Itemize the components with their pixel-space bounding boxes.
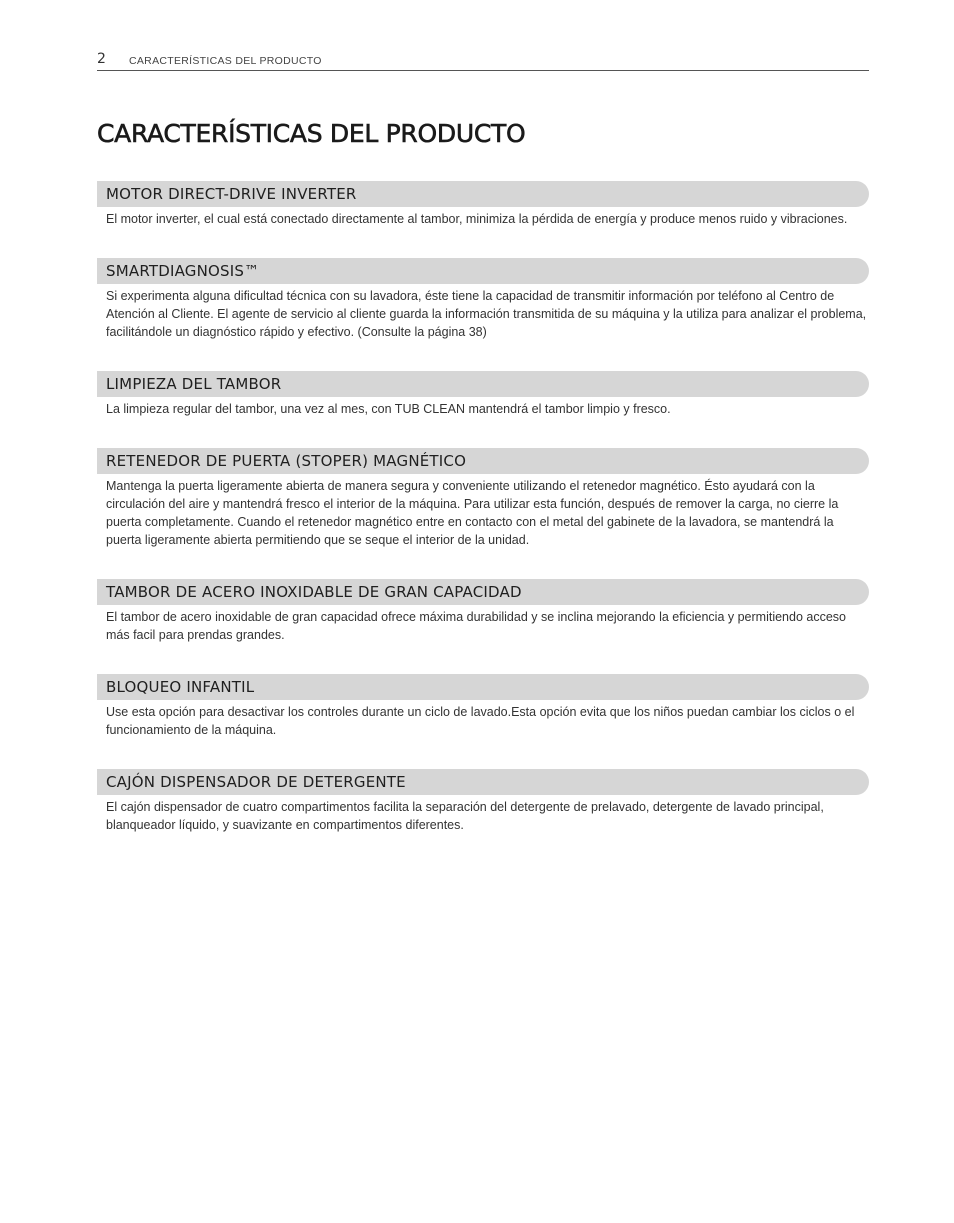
section-heading-bar <box>97 579 869 605</box>
page-title: CARACTERÍSTICAS DEL PRODUCTO <box>97 119 526 148</box>
section-body: La limpieza regular del tambor, una vez al mes, con TUB CLEAN mantendrá el tambor limpio y fresco. <box>106 402 671 416</box>
section-heading: MOTOR DIRECT-DRIVE INVERTER <box>106 185 357 203</box>
section-body: Mantenga la puerta ligeramente abierta de manera segura y conveniente utilizando el retenedor magnético. Ésto ayudará con la circulación del aire y mantendrá fresco el interior de la máquina. Para utilizar esta función, después de remover la carga, no cierre la puerta completamente. Cuando el retenedor magnético entre en contacto con el metal del gabinete de la lavadora, se mantendrá la puerta ligeramente abierta permitiendo que se seque el interior de la unidad. <box>106 479 839 547</box>
section-heading: BLOQUEO INFANTIL <box>106 678 255 696</box>
section-body: Si experimenta alguna dificultad técnica con su lavadora, éste tiene la capacidad de transmitir información por teléfono al Centro de Atención al Cliente. El agente de servicio al cliente guarda la información transmitida de su máquina y la utiliza para analizar el problema, facilitándole un diagnóstico rápido y efectivo. (Consulte la página 38) <box>106 289 867 339</box>
section-heading: LIMPIEZA DEL TAMBOR <box>106 375 282 393</box>
section-heading-bar <box>97 181 869 207</box>
section-heading-bar <box>97 769 869 795</box>
section-heading-bar <box>97 448 869 474</box>
section-tambor-acero <box>97 579 869 644</box>
section-heading-bar <box>97 258 869 284</box>
section-limpieza-tambor <box>97 371 869 418</box>
section-heading: SMARTDIAGNOSIS™ <box>106 262 260 280</box>
section-body: El motor inverter, el cual está conectado directamente al tambor, minimiza la pérdida de energía y produce menos ruido y vibraciones. <box>106 212 848 226</box>
feature-sections <box>97 181 869 864</box>
page-header <box>97 50 869 71</box>
section-heading: TAMBOR DE ACERO INOXIDABLE DE GRAN CAPACIDAD <box>106 583 522 601</box>
running-title: CARACTERÍSTICAS DEL PRODUCTO <box>129 55 322 67</box>
section-motor-inverter <box>97 181 869 228</box>
section-smartdiagnosis <box>97 258 869 341</box>
section-retenedor-puerta <box>97 448 869 549</box>
section-body: El cajón dispensador de cuatro compartimentos facilita la separación del detergente de prelavado, detergente de lavado principal, blanqueador líquido, y suavizante en compartimentos diferentes. <box>106 800 824 832</box>
page-number: 2 <box>97 51 106 67</box>
section-heading-bar <box>97 674 869 700</box>
section-cajon-dispensador <box>97 769 869 834</box>
section-bloqueo-infantil <box>97 674 869 739</box>
section-body: El tambor de acero inoxidable de gran capacidad ofrece máxima durabilidad y se inclina mejorando la eficiencia y permitiendo acceso más facil para prendas grandes. <box>106 610 846 642</box>
section-body: Use esta opción para desactivar los controles durante un ciclo de lavado.Esta opción evita que los niños puedan cambiar los ciclos o el funcionamiento de la máquina. <box>106 705 855 737</box>
section-heading: CAJÓN DISPENSADOR DE DETERGENTE <box>106 773 406 791</box>
section-heading-bar <box>97 371 869 397</box>
section-heading: RETENEDOR DE PUERTA (STOPER) MAGNÉTICO <box>106 452 467 470</box>
